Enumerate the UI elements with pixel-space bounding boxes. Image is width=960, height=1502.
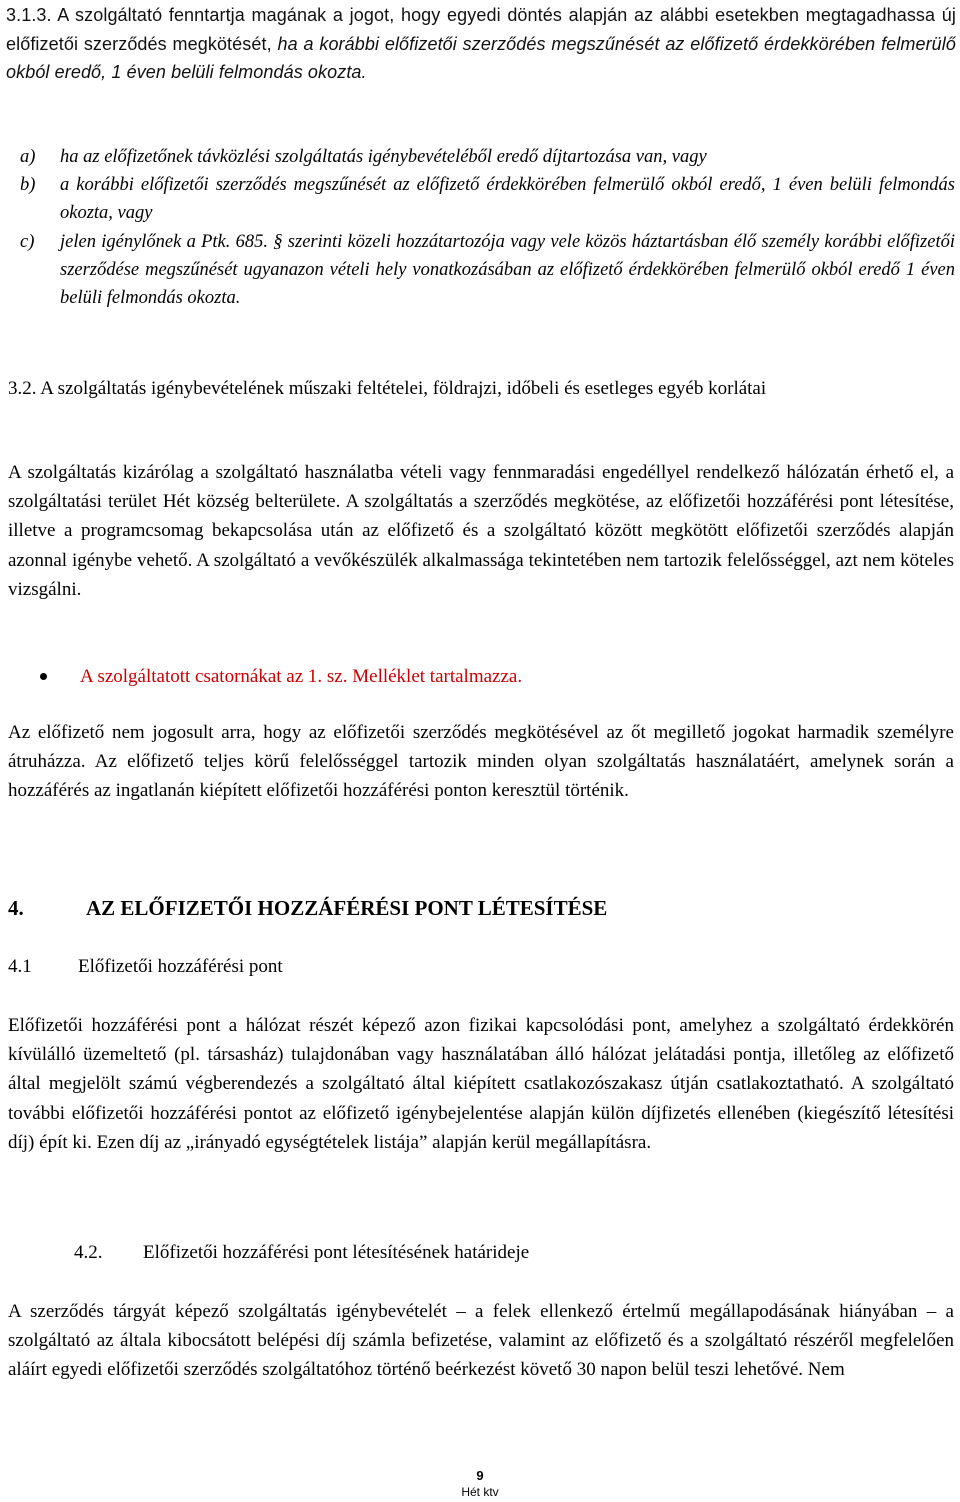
list-item	[20, 143, 955, 171]
access-point-paragraph: Előfizetői hozzáférési pont a hálózat részét képező azon fizikai kapcsolódási pont, amelyhez a szolgáltató érdekkörén kívülálló üzemeltető (pl. társasház) tulajdonában vagy használatában álló hálózat jelátadási pontja, illetőleg az előfizető által megjelölt számú végberendezés a szolgáltató által kiépített csatlakozószakasz útján csatlakoztatható. A szolgáltató további előfizetői hozzáférési pontot az előfizető igénybejelentése alapján külön díjfizetés ellenében (kiegészítő létesítési díj) épít ki. Ezen díj az „irányadó egységtételek listája” alapján kerül megállapításra.	[8, 1015, 954, 1153]
list-item-text: ha az előfizetőnek távközlési szolgáltatás igénybevételéből eredő díjtartozása van, vagy	[60, 147, 707, 167]
section-4-2-number: 4.2.	[74, 1242, 103, 1263]
section-4-number: 4.	[8, 896, 24, 920]
list-item-text: jelen igénylőnek a Ptk. 685. § szerinti közeli hozzátartozója vagy vele közös háztartásban élő személy korábbi előfizetői szerződése megszűnését ugyanazon vételi hely vonatkozásában az előfizető érdekkörében felmerülő okból eredő 1 éven belüli felmondás okozta.	[60, 231, 955, 309]
channels-bullet-text: A szolgáltatott csatornákat az 1. sz. Melléklet tartalmazza.	[80, 666, 523, 687]
deadline-paragraph: A szerződés tárgyát képező szolgáltatás igénybevételét – a felek ellenkező értelmű megállapodásának hiányában – a szolgáltató az általa kibocsátott belépési díj számla befizetése, valamint az előfizető és a szolgáltató részéről megfelelően aláírt egyedi előfizetői szerződés szolgáltatóhoz történő beérkezést követő 30 napon belül teszi lehetővé. Nem	[8, 1301, 954, 1381]
section-4-2-title: Előfizetői hozzáférési pont létesítésének határideje	[143, 1242, 530, 1263]
section-4-title: AZ ELŐFIZETŐI HOZZÁFÉRÉSI PONT LÉTESÍTÉSE	[86, 896, 608, 920]
footer-text: Hét ktv	[461, 1485, 499, 1499]
section-4-1-title: Előfizetői hozzáférési pont	[78, 956, 283, 977]
list-item	[20, 171, 955, 227]
transfer-rights-paragraph: Az előfizető nem jogosult arra, hogy az előfizetői szerződés megkötésével az őt megillető jogokat harmadik személyre átruházza. Az előfizető teljes körű felelősséggel tartozik minden olyan szolgáltatás használatáért, amelynek során a hozzáférés az ingatlanán kiépített előfizetői hozzáférési ponton keresztül történik.	[8, 722, 954, 802]
section-3-2-heading: 3.2. A szolgáltatás igénybevételének műszaki feltételei, földrajzi, időbeli és esetleges egyéb korlátai	[8, 378, 767, 399]
list-item-label: a)	[20, 147, 36, 167]
list-item	[20, 228, 955, 313]
intro-condition-text: ha a korábbi előfizetői szerződés megszűnését az előfizető érdekkörében felmerülő okból eredő, 1 éven belüli felmondás okozta.	[6, 33, 956, 82]
list-item-label: b)	[20, 175, 36, 196]
page-footer	[0, 1468, 960, 1500]
bullet-icon	[40, 673, 47, 680]
list-item-label: c)	[20, 231, 35, 252]
page-number: 9	[476, 1468, 484, 1483]
reasons-list	[20, 143, 955, 312]
service-conditions-paragraph: A szolgáltatás kizárólag a szolgáltató használatba vételi vagy fennmaradási engedéllyel rendelkező hálózatán érhető el, a szolgáltatási terület Hét község belterülete. A szolgáltatás a szerződés megkötése, az előfizetői hozzáférési pont létesítése, illetve a programcsomag bekapcsolása után az előfizető és a szolgáltató között megkötött előfizetői szerződés alapján azonnal igénybe vehető. A szolgáltató a vevőkészülék alkalmassága tekintetében nem tartozik felelősséggel, azt nem köteles vizsgálni.	[8, 462, 954, 600]
intro-paragraph	[6, 1, 956, 87]
intro-lead-text: 3.1.3. A szolgáltató fenntartja magának a jogot, hogy egyedi döntés alapján az alábbi esetekben megtagadhassa új előfizetői szerződés megkötését,	[6, 5, 956, 54]
section-4-1-number: 4.1	[8, 956, 32, 977]
list-item-text: a korábbi előfizetői szerződés megszűnését az előfizető érdekkörében felmerülő okból eredő, 1 éven belüli felmondás okozta, vagy	[60, 175, 955, 224]
